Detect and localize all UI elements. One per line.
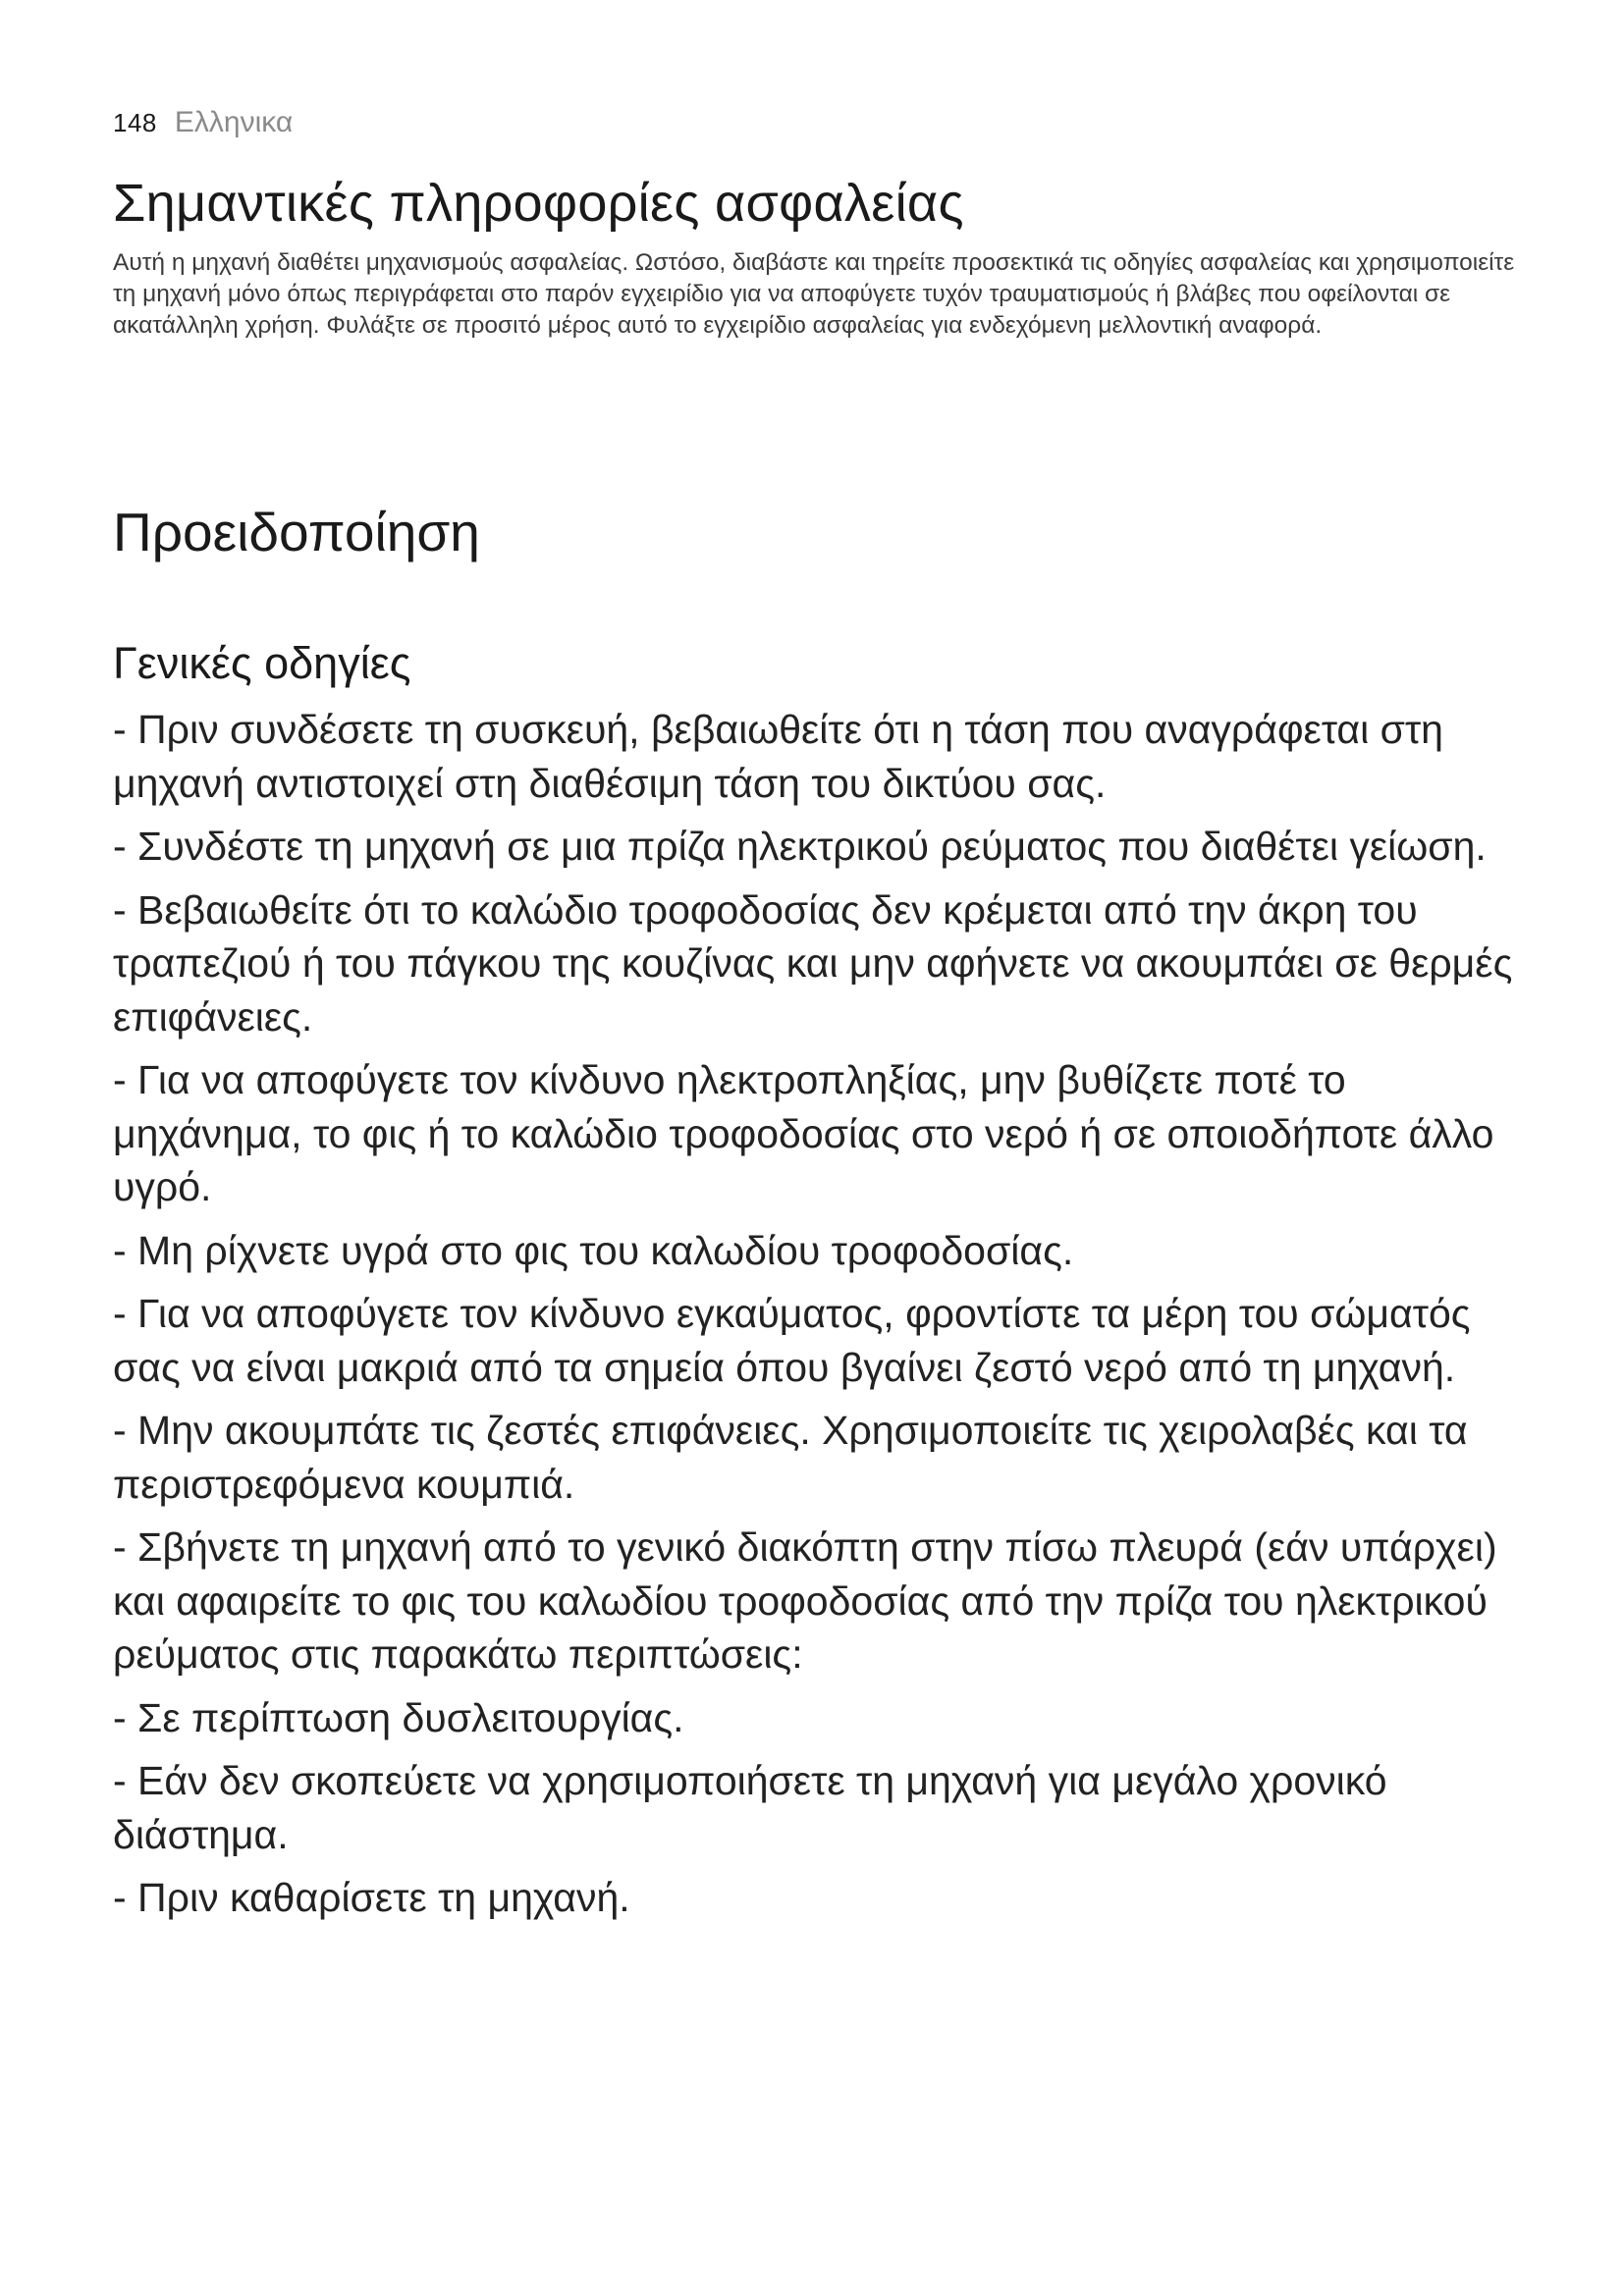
instruction-item: - Εάν δεν σκοπεύετε να χρησιμοποιήσετε τη μηχανή για μεγάλο χρονικό διάστημα. — [113, 1758, 1387, 1857]
manual-page — [113, 106, 1527, 1935]
instruction-item: - Συνδέστε τη μηχανή σε μια πρίζα ηλεκτρικού ρεύματος που διαθέτει γείωση. — [113, 824, 1487, 869]
document-title: Σημαντικές πληροφορίες ασφαλείας — [113, 174, 964, 233]
instruction-item: - Για να αποφύγετε τον κίνδυνο εγκαύματος, φροντίστε τα μέρη του σώματός σας να είναι μακριά από τα σημεία όπου βγαίνει ζεστό νερό από τη μηχανή. — [113, 1291, 1471, 1390]
warning-section-title: Προειδοποίηση — [113, 502, 480, 562]
instruction-item: - Για να αποφύγετε τον κίνδυνο ηλεκτροπληξίας, μην βυθίζετε ποτέ το μηχάνημα, το φις ή το καλώδιο τροφοδοσίας στο νερό ή σε οποιοδήποτε άλλο υγρό. — [113, 1057, 1494, 1209]
instruction-item: - Μη ρίχνετε υγρά στο φις του καλωδίου τροφοδοσίας. — [113, 1227, 1074, 1273]
instruction-item: - Σε περίπτωση δυσλειτουργίας. — [113, 1694, 684, 1740]
general-instructions-list — [113, 703, 1527, 1925]
general-instructions-title: Γενικές οδηγίες — [113, 638, 411, 688]
intro-paragraph: Αυτή η μηχανή διαθέτει μηχανισμούς ασφαλείας. Ωστόσο, διαβάστε και τηρείτε προσεκτικά τις οδηγίες ασφαλείας και χρησιμοποιείτε τη μηχανή μόνο όπως περιγράφεται στο παρόν εγχειρίδιο για να αποφύγετε τυχόν τραυματισμούς ή βλάβες που οφείλονται σε ακατάλληλη χρήση. Φυλάξτε σε προσιτό μέρος αυτό το εγχειρίδιο ασφαλείας για ενδεχόμενη μελλοντική αναφορά. — [113, 249, 1515, 339]
instruction-item: - Πριν συνδέσετε τη συσκευή, βεβαιωθείτε ότι η τάση που αναγράφεται στη μηχανή αντιστοιχεί στη διαθέσιμη τάση του δικτύου σας. — [113, 707, 1443, 806]
instruction-item: - Πριν καθαρίσετε τη μηχανή. — [113, 1875, 630, 1920]
page-number: 148 — [113, 108, 157, 137]
instruction-item: - Βεβαιωθείτε ότι το καλώδιο τροφοδοσίας δεν κρέμεται από την άκρη του τραπεζιού ή του πάγκου της κουζίνας και μην αφήνετε να ακουμπάει σε θερμές επιφάνειες. — [113, 886, 1513, 1040]
instruction-item: - Σβήνετε τη μηχανή από το γενικό διακόπτη στην πίσω πλευρά (εάν υπάρχει) και αφαιρείτε το φις του καλωδίου τροφοδοσίας από την πρίζα του ηλεκτρικού ρεύματος στις παρακάτω περιπτώσεις: — [113, 1524, 1497, 1677]
instruction-item: - Μην ακουμπάτε τις ζεστές επιφάνειες. Χρησιμοποιείτε τις χειρολαβές και τα περιστρεφόμενα κουμπιά. — [113, 1408, 1468, 1507]
page-language: Ελληνικα — [174, 106, 294, 138]
page-header — [113, 106, 1527, 145]
